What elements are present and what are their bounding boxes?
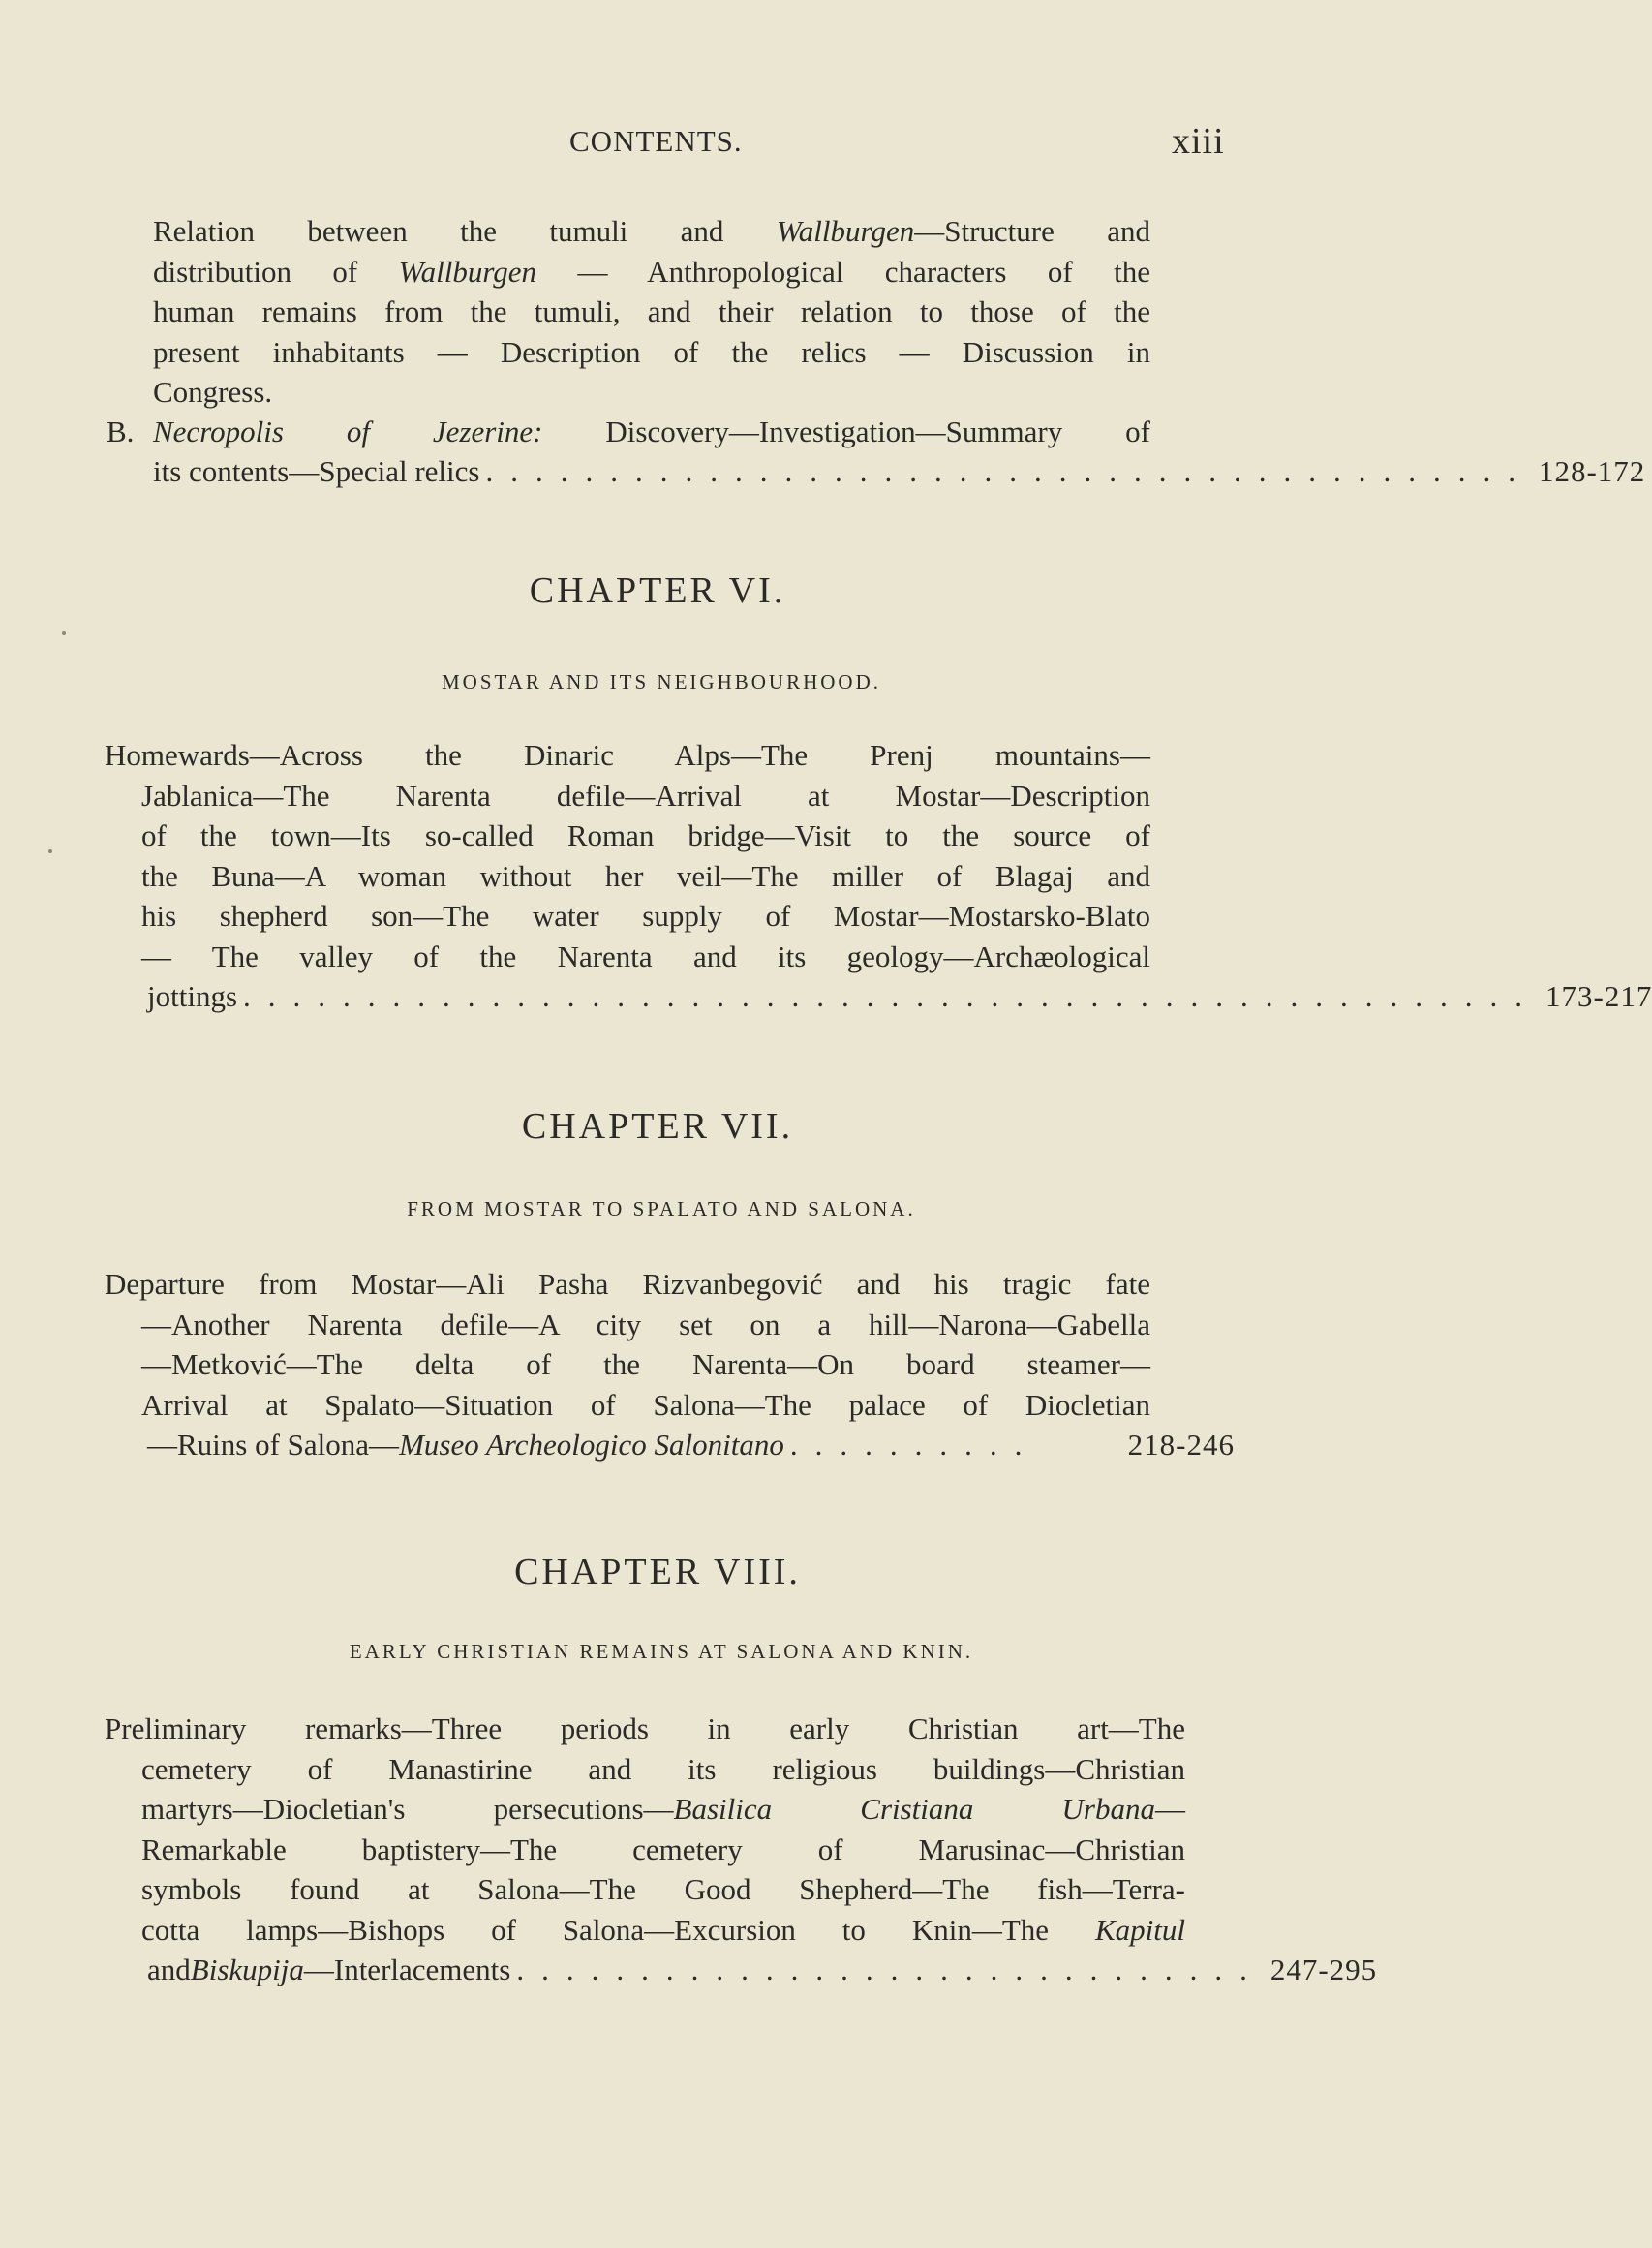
dot-leader: .......................................... <box>485 454 1533 488</box>
running-head: CONTENTS. <box>569 124 743 158</box>
toc-line: his shepherd son—The water supply of Mostar—Mostarsko-Blato <box>141 899 1150 933</box>
dot-leader: .............................. <box>516 1953 1265 1986</box>
toc-line: distribution of Wallburgen — Anthropological characters of the <box>153 254 1150 289</box>
toc-entry-last-line: its contents—Special relics .......................................... 128-172 <box>153 451 1235 492</box>
chapter-vi-subtitle: MOSTAR AND ITS NEIGHBOURHOOD. <box>442 670 881 693</box>
toc-line: symbols found at Salona—The Good Shepherd—The fish—Terra- <box>141 1872 1185 1906</box>
toc-line: cotta lamps—Bishops of Salona—Excursion to Knin—The Kapitul <box>141 1912 1185 1947</box>
page-number: xiii <box>1172 121 1225 162</box>
toc-line: Preliminary remarks—Three periods in early Christian art—The <box>105 1711 1185 1745</box>
toc-line: cemetery of Manastirine and its religious buildings—Christian <box>141 1751 1185 1786</box>
dot-leader: .................................................... <box>243 979 1541 1013</box>
chapter-vi-summary <box>105 735 1150 976</box>
toc-line: of the town—Its so-called Roman bridge—Visit to the source of <box>141 818 1150 852</box>
toc-entry-last-line: and Biskupija —Interlacements .............................. 247-295 <box>147 1950 1235 1990</box>
toc-entry-last-line: —Ruins of Salona— Museo Archeologico Salonitano .......... 218-246 <box>147 1425 1235 1465</box>
toc-line: Arrival at Spalato—Situation of Salona—The palace of Diocletian <box>141 1387 1150 1422</box>
chapter-v-continuation <box>153 211 1150 413</box>
toc-entry-last-line: jottings .................................................... 173-217 <box>147 976 1235 1017</box>
chapter-vi-title: CHAPTER VI. <box>529 570 786 611</box>
section-b-necropolis <box>153 412 1150 452</box>
page-range: 218-246 <box>1127 1428 1235 1462</box>
chapter-viii-summary <box>105 1709 1185 1950</box>
toc-line: human remains from the tumuli, and their relation to those of the <box>153 294 1150 328</box>
chapter-vii-subtitle: FROM MOSTAR TO SPALATO AND SALONA. <box>407 1197 916 1220</box>
toc-line: Homewards—Across the Dinaric Alps—The Prenj mountains— <box>105 738 1150 772</box>
margin-speck <box>62 631 66 635</box>
toc-line: — The valley of the Narenta and its geology—Archæological <box>141 939 1150 973</box>
toc-line: —Another Narenta defile—A city set on a hill—Narona—Gabella <box>141 1307 1150 1341</box>
page-range: 247-295 <box>1270 1953 1378 1986</box>
toc-line: Necropolis of Jezerine: Discovery—Investigation—Summary of <box>153 415 1150 448</box>
toc-line: present inhabitants — Description of the relics — Discussion in <box>153 334 1150 369</box>
toc-line: Congress. <box>153 375 273 409</box>
toc-line: —Metković—The delta of the Narenta—On board steamer— <box>141 1347 1150 1381</box>
margin-speck <box>48 849 52 853</box>
toc-line: Departure from Mostar—Ali Pasha Rizvanbegović and his tragic fate <box>105 1267 1150 1301</box>
chapter-vii-summary <box>105 1264 1150 1425</box>
page-range: 128-172 <box>1538 454 1646 488</box>
toc-line: Remarkable baptistery—The cemetery of Marusinac—Christian <box>141 1832 1185 1866</box>
chapter-vii-title: CHAPTER VII. <box>521 1106 794 1147</box>
section-b-label: B. <box>107 415 135 448</box>
chapter-viii-title: CHAPTER VIII. <box>514 1552 801 1592</box>
toc-line: martyrs—Diocletian's persecutions—Basilica Cristiana Urbana— <box>141 1792 1185 1826</box>
dot-leader: .......... <box>789 1428 1040 1462</box>
chapter-viii-subtitle: EARLY CHRISTIAN REMAINS AT SALONA AND KNIN. <box>349 1640 974 1663</box>
toc-line: Relation between the tumuli and Wallburgen—Structure and <box>153 214 1150 248</box>
page-range: 173-217 <box>1545 979 1652 1013</box>
toc-line: Jablanica—The Narenta defile—Arrival at Mostar—Description <box>141 778 1150 813</box>
toc-line: the Buna—A woman without her veil—The miller of Blagaj and <box>141 858 1150 893</box>
